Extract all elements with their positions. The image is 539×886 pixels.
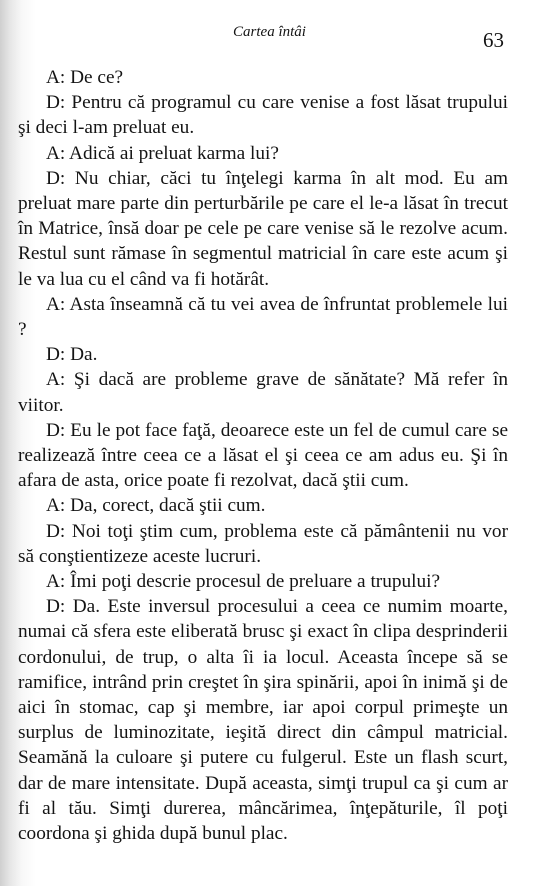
- paragraph: A: Îmi poţi descrie procesul de preluare a trupului?: [46, 571, 441, 593]
- page-number: 63: [483, 28, 504, 52]
- paragraph: D: Eu le pot face faţă, deoarece este un fel de cumul care se realizează între ceea ce a lăsat el şi ceea ce am adus eu. Şi în afara de asta, orice poate fi rezolvat, dacă ştii cum.: [18, 419, 508, 492]
- paragraph: D: Nu chiar, căci tu înţelegi karma în alt mod. Eu am preluat mare parte din perturbările pe care el le-a lăsat în trecut în Matrice, însă doar pe cele pe care venise să le rezolve acum. Restul sunt rămase în segmentul matricial în care este acum şi le va lua cu el când va fi hotărât.: [18, 167, 508, 290]
- paragraph: A: Şi dacă are probleme grave de sănătate? Mă refer în viitor.: [18, 369, 508, 416]
- paragraph: D: Noi toţi ştim cum, problema este că pământenii nu vor să conştientizeze aceste lucruri.: [18, 520, 508, 567]
- body-text: [18, 65, 508, 846]
- running-header-title: Cartea întâi: [233, 24, 306, 40]
- paragraph: A: De ce?: [46, 67, 124, 88]
- paragraph: A: Adică ai preluat karma lui?: [46, 142, 279, 164]
- paragraph: A: Asta înseamnă că tu vei avea de înfruntat problemele lui ?: [18, 293, 508, 341]
- paragraph: A: Da, corect, dacă ştii cum.: [46, 495, 266, 517]
- paragraph: D: Da. Este inversul procesului a ceea ce numim moarte, numai că sfera este eliberată brusc şi exact în clipa desprinderii cordonului, de trup, o alta îi ia locul. Aceasta începe să se ramifice, intrând prin creştet în şira spinării, apoi în inimă şi de aici în stomac, cap şi membre, iar apoi corpul primeşte un surplus de luminozitate, ieşită direct din câmpul matricial. Seamănă la culoare şi putere cu fulgerul. Este un flash scurt, dar de mare intensitate. După aceasta, simţi trupul ca şi cum ar fi al tău. Simţi durerea, mâncărimea, înţepăturile, îl poţi coordona şi ghida după bunul plac.: [18, 596, 508, 845]
- paragraph: D: Pentru că programul cu care venise a fost lăsat trupului şi deci l-am preluat eu.: [18, 92, 508, 139]
- paragraph: D: Da.: [46, 344, 98, 366]
